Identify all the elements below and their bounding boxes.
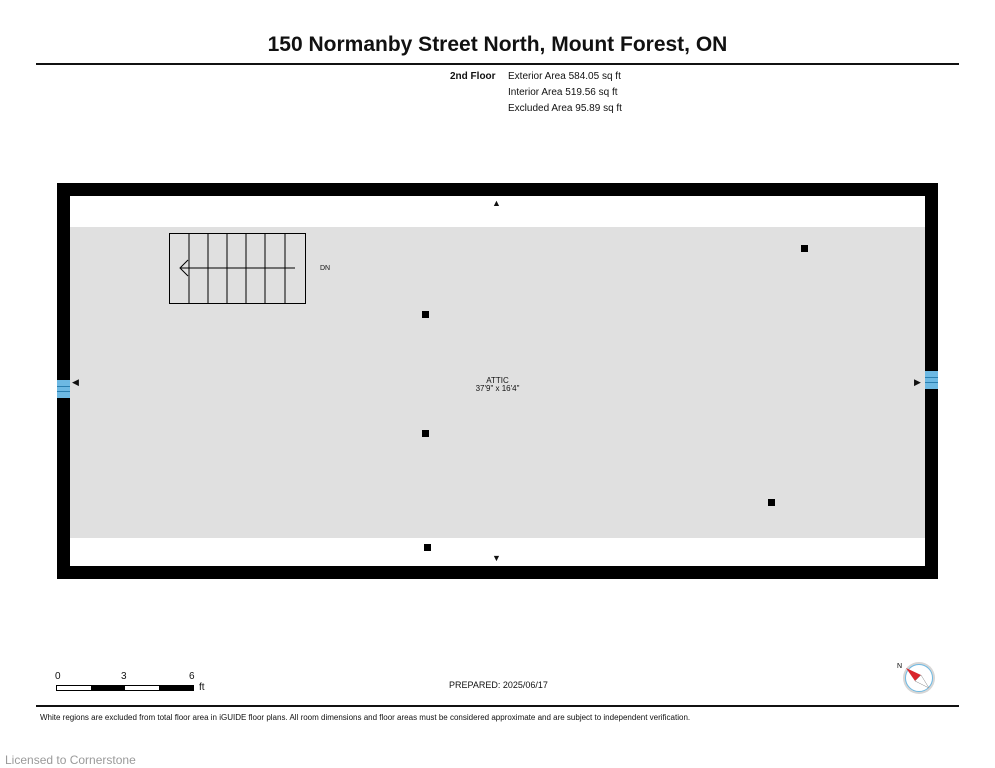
floor-plan xyxy=(57,183,938,579)
header-divider xyxy=(36,63,959,65)
scale-tick-0: 0 xyxy=(55,671,61,682)
fixture-marker xyxy=(424,544,431,551)
room-label: ATTIC xyxy=(486,376,509,385)
fixture-marker xyxy=(768,499,775,506)
fixture-marker xyxy=(801,245,808,252)
staircase xyxy=(169,233,307,305)
scale-tick-3: 3 xyxy=(121,671,127,682)
license-watermark: Licensed to Cornerstone xyxy=(5,753,136,767)
excluded-area: Excluded Area 95.89 sq ft xyxy=(508,103,622,114)
fixture-marker xyxy=(422,430,429,437)
arrow-down-icon: ▼ xyxy=(492,553,501,563)
disclaimer-text: White regions are excluded from total floor area in iGUIDE floor plans. All room dimensions and floor areas must be considered approximate and are subject to independent verification. xyxy=(40,713,691,722)
fixture-marker xyxy=(422,311,429,318)
footer-divider xyxy=(36,705,959,707)
interior-area: Interior Area 519.56 sq ft xyxy=(508,87,618,98)
prepared-date: PREPARED: 2025/06/17 xyxy=(449,680,548,690)
compass-icon xyxy=(895,660,939,696)
floor-name: 2nd Floor xyxy=(450,71,496,82)
compass-north-label: N xyxy=(897,663,903,670)
scale-unit: ft xyxy=(199,682,205,693)
scale-bar xyxy=(56,685,194,691)
page-title: 150 Normanby Street North, Mount Forest, ON xyxy=(267,33,728,56)
arrow-up-icon: ▲ xyxy=(492,198,501,208)
scale-segment xyxy=(159,686,193,690)
room-dimensions: 37'9" x 16'4" xyxy=(475,384,520,393)
exterior-area: Exterior Area 584.05 sq ft xyxy=(508,71,621,82)
arrow-left-icon: ◀ xyxy=(72,377,79,387)
arrow-right-icon: ▶ xyxy=(914,377,921,387)
scale-segment xyxy=(91,686,125,690)
stair-direction-label: DN xyxy=(320,265,331,272)
scale-tick-6: 6 xyxy=(189,671,195,682)
